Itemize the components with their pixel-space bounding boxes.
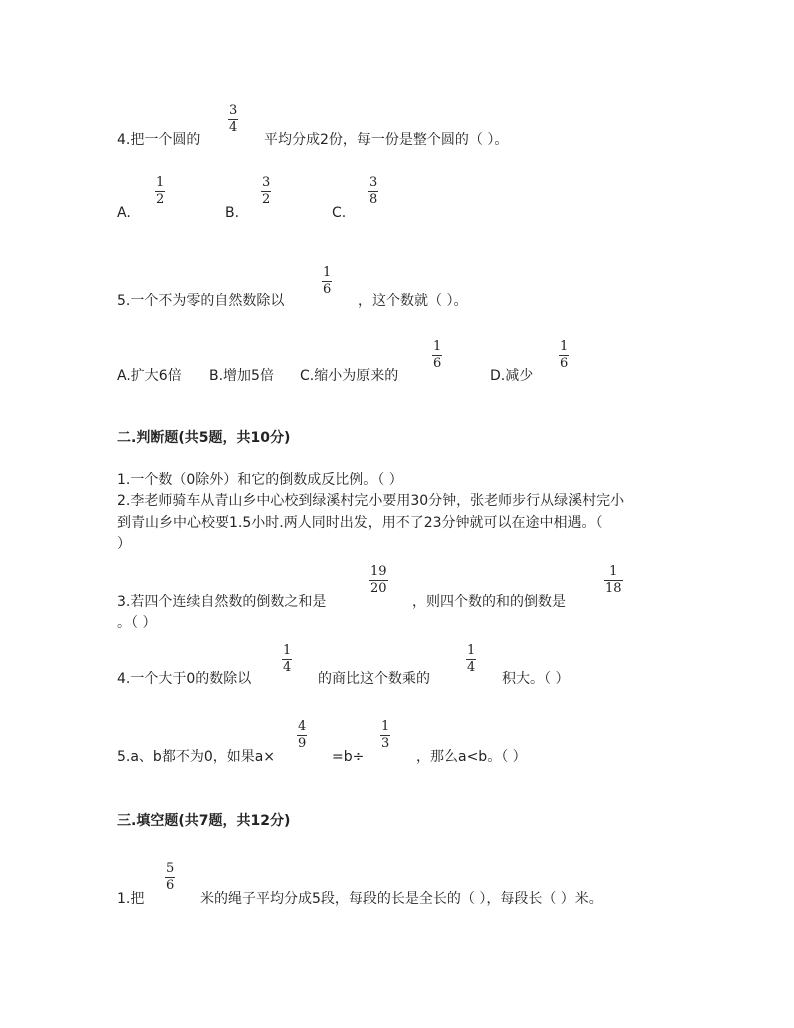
fraction-numerator: 3	[229, 103, 238, 118]
s2-q3-fraction-1	[369, 565, 388, 596]
s3-q1-fraction	[165, 862, 175, 893]
fraction-numerator: 1	[323, 265, 332, 280]
fraction-denominator: 4	[229, 120, 238, 135]
q5-text-before: 5.一个不为零的自然数除以	[117, 293, 285, 309]
fraction-numerator: 1	[609, 564, 618, 579]
s2-q4-fraction-2	[466, 644, 476, 675]
fraction-numerator: 3	[262, 175, 271, 190]
fraction-numerator: 5	[166, 861, 175, 876]
s2-q4-mid: 的商比这个数乘的	[318, 671, 430, 687]
s2-q5-mid: =b÷	[332, 749, 365, 765]
fraction-numerator: 1	[467, 643, 476, 658]
fraction-denominator: 3	[381, 736, 390, 751]
fraction-denominator: 6	[323, 282, 332, 297]
s2-q5-end: ，那么a<b。（ ）	[416, 749, 527, 765]
s2-q4-fraction-1	[282, 644, 292, 675]
fraction-numerator: 19	[370, 564, 387, 579]
s3-q1-after: 米的绳子平均分成5段，每段的长是全长的（ ），每段长（ ）米。	[200, 891, 603, 907]
fraction-numerator: 1	[433, 339, 442, 354]
fraction-numerator: 1	[283, 643, 292, 658]
q5-option-d-fraction	[559, 340, 569, 371]
fraction-denominator: 2	[156, 192, 165, 207]
s2-q5-fraction-2	[380, 720, 390, 751]
q5-option-b: B.增加5倍	[209, 368, 274, 384]
fraction-denominator: 2	[262, 192, 271, 207]
section2-title: 二.判断题(共5题，共10分)	[117, 430, 291, 446]
fraction-denominator: 6	[433, 356, 442, 371]
q4-option-b-label: B.	[225, 205, 240, 221]
fraction-denominator: 4	[467, 660, 476, 675]
q5-option-a: A.扩大6倍	[117, 368, 182, 384]
fraction-numerator: 1	[560, 339, 569, 354]
section3-title: 三.填空题(共7题，共12分)	[117, 813, 291, 829]
s2-q2-line1: 2.李老师骑车从青山乡中心校到绿溪村完小要用30分钟，张老师步行从绿溪村完小	[117, 493, 625, 509]
s2-q5-fraction-1	[297, 720, 307, 751]
fraction-denominator: 18	[605, 581, 622, 596]
q4-text-before: 4.把一个圆的	[117, 132, 201, 148]
fraction-numerator: 1	[156, 175, 165, 190]
s2-q3-before: 3.若四个连续自然数的倒数之和是	[117, 594, 327, 610]
q4-fraction	[228, 104, 238, 135]
q5-option-c: C.缩小为原来的	[300, 368, 399, 384]
s2-q3-end: 。（ ）	[117, 615, 157, 631]
fraction-numerator: 1	[381, 719, 390, 734]
s2-q4-end: 积大。（ ）	[502, 671, 570, 687]
fraction-denominator: 4	[283, 660, 292, 675]
s3-q1-before: 1.把	[117, 891, 145, 907]
q5-fraction	[322, 266, 332, 297]
q4-option-a-label: A.	[117, 205, 131, 221]
q4-option-b-fraction	[261, 176, 271, 207]
fraction-denominator: 9	[298, 736, 307, 751]
q5-text-after: ，这个数就（ ）。	[358, 293, 468, 309]
s2-q2-line2: 到青山乡中心校要1.5小时.两人同时出发，用不了23分钟就可以在途中相遇。（	[117, 515, 603, 531]
q5-option-c-fraction	[432, 340, 442, 371]
s2-q3-mid: ，则四个数的和的倒数是	[412, 594, 566, 610]
fraction-numerator: 3	[369, 175, 378, 190]
fraction-numerator: 4	[298, 719, 307, 734]
q4-option-a-fraction	[155, 176, 165, 207]
q4-option-c-label: C.	[332, 205, 347, 221]
q4-text-after: 平均分成2份，每一份是整个圆的（ ）。	[264, 132, 509, 148]
s2-q4-before: 4.一个大于0的数除以	[117, 671, 252, 687]
s2-q1: 1.一个数（0除外）和它的倒数成反比例。（ ）	[117, 472, 403, 488]
fraction-denominator: 6	[166, 878, 175, 893]
fraction-denominator: 6	[560, 356, 569, 371]
s2-q2-line3: ）	[117, 536, 131, 552]
fraction-denominator: 20	[370, 581, 387, 596]
fraction-denominator: 8	[369, 192, 378, 207]
q5-option-d: D.减少	[490, 368, 534, 384]
s2-q3-fraction-2	[604, 565, 623, 596]
s2-q5-before: 5.a、b都不为0，如果a×	[117, 749, 276, 765]
q4-option-c-fraction	[368, 176, 378, 207]
